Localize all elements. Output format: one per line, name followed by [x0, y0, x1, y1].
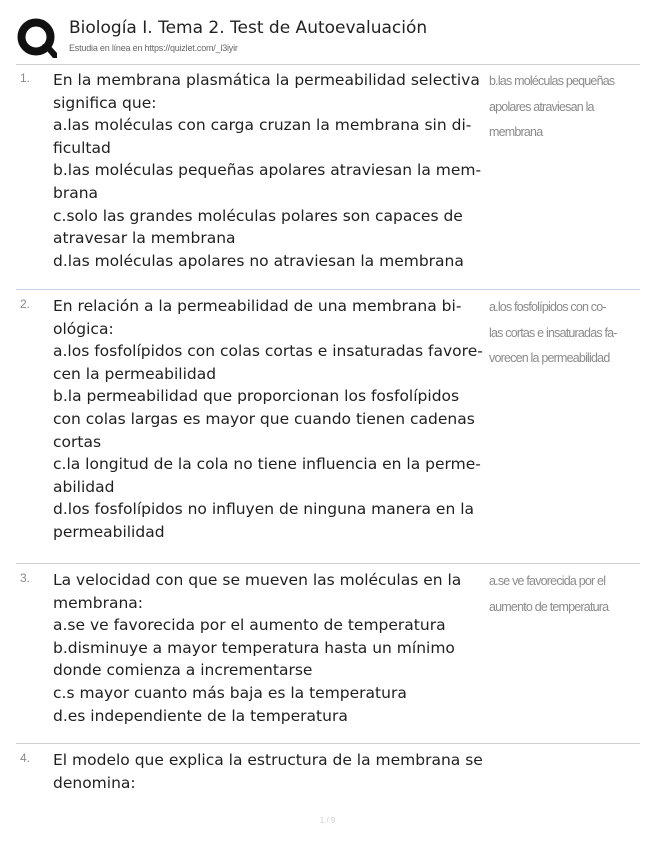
question-divider [16, 563, 640, 564]
option-line: a.se ve favorecida por el aumento de temperatura [53, 616, 446, 635]
question-line: ológica: [53, 319, 114, 338]
option-line: cortas [53, 432, 102, 451]
answer-line: vorecen la permeabilidad [489, 351, 610, 365]
option-line: b.las moléculas pequeñas apolares atraviesan la mem- [53, 161, 482, 180]
answer-line: aumento de temperatura [489, 599, 609, 614]
option-line: c.la longitud de la cola no tiene influencia en la perme- [53, 455, 481, 474]
answer-line: a.se ve favorecida por el [489, 574, 606, 588]
question-number: 4. [20, 751, 31, 765]
option-line: permeabilidad [53, 522, 165, 541]
option-line: abilidad [53, 477, 115, 496]
option-line: d.es independiente de la temperatura [53, 706, 348, 725]
question-number: 3. [20, 571, 31, 585]
option-line: c.s mayor cuanto más baja es la temperatura [53, 683, 407, 702]
question-number: 1. [20, 71, 31, 85]
question-text [53, 569, 485, 727]
option-line: atravesar la membrana [53, 229, 236, 248]
question-line: En la membrana plasmática la permeabilidad selectiva [53, 71, 480, 89]
page-subtitle: Estudia en línea en https://quizlet.com/_l3iyir [69, 43, 238, 53]
answer-line: b.las moléculas pequeñas [489, 74, 615, 88]
header-divider [16, 64, 640, 65]
option-line: d.los fosfolípidos no influyen de ninguna manera en la [53, 500, 475, 519]
answer-line: apolares atraviesan la [489, 99, 594, 114]
answer-line: membrana [489, 125, 543, 139]
question-line: denomina: [53, 773, 136, 792]
option-line: c.solo las grandes moléculas polares son capaces de [53, 206, 463, 225]
answer-text [489, 295, 639, 372]
question-line: membrana: [53, 593, 143, 612]
quizlet-logo-icon [16, 18, 58, 60]
question-divider [16, 743, 640, 744]
answer-text [489, 569, 639, 620]
answer-text [489, 69, 639, 146]
option-line: ficultad [53, 138, 111, 157]
page-title: Biología I. Tema 2. Test de Autoevaluación [69, 18, 428, 38]
option-line: a.las moléculas con carga cruzan la membrana sin di- [53, 116, 472, 135]
page-number: 1 / 9 [319, 816, 336, 825]
option-line: a.los fosfolípidos con colas cortas e insaturadas favore- [53, 342, 483, 361]
question-divider [16, 289, 640, 290]
question-line: El modelo que explica la estructura de la membrana se [53, 751, 483, 769]
page-header [16, 14, 641, 60]
answer-line: a.los fosfolípidos con co- [489, 300, 606, 314]
option-line: brana [53, 183, 99, 202]
question-text [53, 749, 485, 794]
option-line: b.disminuye a mayor temperatura hasta un mínimo [53, 638, 455, 657]
question-line: significa que: [53, 93, 157, 112]
question-text [53, 295, 485, 544]
answer-line: las cortas e insaturadas fa- [489, 325, 617, 340]
option-line: b.la permeabilidad que proporcionan los fosfolípidos [53, 387, 460, 406]
question-number: 2. [20, 297, 31, 311]
option-line: donde comienza a incrementarse [53, 661, 313, 680]
question-text [53, 69, 485, 272]
question-line: La velocidad con que se mueven las moléculas en la [53, 571, 462, 589]
option-line: cen la permeabilidad [53, 364, 217, 383]
option-line: con colas largas es mayor que cuando tienen cadenas [53, 409, 475, 428]
option-line: d.las moléculas apolares no atraviesan la membrana [53, 251, 464, 270]
question-line: En relación a la permeabilidad de una membrana bi- [53, 297, 462, 315]
